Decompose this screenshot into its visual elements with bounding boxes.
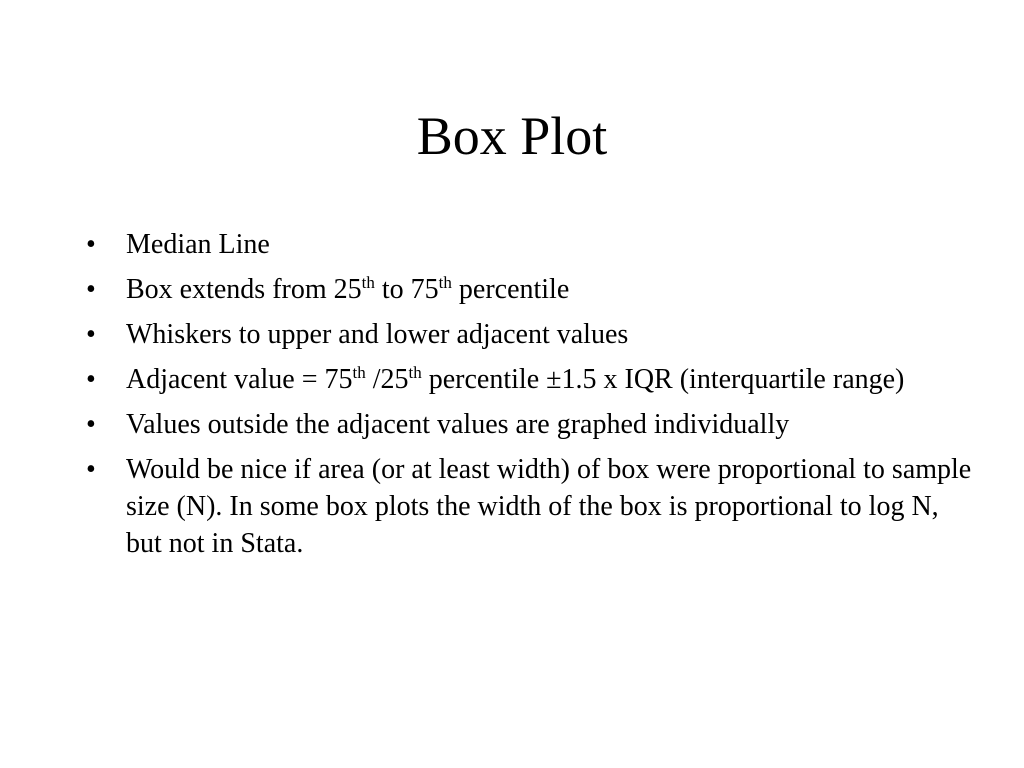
slide-title: Box Plot: [416, 106, 608, 166]
superscript: th: [408, 362, 422, 382]
bullet-item: [86, 406, 976, 443]
bullet-text-part: Adjacent value = 75: [126, 364, 353, 395]
bullet-marker: •: [86, 454, 96, 485]
bullet-marker: •: [86, 229, 96, 260]
superscript: th: [352, 362, 366, 382]
bullet-marker: •: [86, 364, 96, 395]
bullet-text: Would be nice if area (or at least width) of box were proportional to sample size (N). In some box plots the width of the box is proportional to log N, but not in Stata.: [126, 454, 972, 559]
bullet-text: Values outside the adjacent values are graphed individually: [126, 409, 790, 440]
bullet-text: Whiskers to upper and lower adjacent values: [126, 319, 629, 350]
bullet-list: [86, 226, 976, 570]
superscript: th: [361, 272, 375, 292]
bullet-marker: •: [86, 274, 96, 305]
bullet-text-part: percentile ±1.5 x IQR (interquartile range): [421, 364, 905, 395]
bullet-item: [86, 361, 976, 398]
bullet-item: [86, 451, 976, 562]
bullet-text-part: to 75: [374, 274, 439, 305]
bullet-item: [86, 226, 976, 263]
superscript: th: [438, 272, 452, 292]
bullet-marker: •: [86, 409, 96, 440]
bullet-text: Median Line: [126, 229, 270, 260]
bullet-marker: •: [86, 319, 96, 350]
bullet-text-part: Box extends from 25: [126, 274, 362, 305]
bullet-text-part: /25: [365, 364, 409, 395]
bullet-item: [86, 316, 976, 353]
bullet-item: [86, 271, 976, 308]
bullet-text-part: percentile: [451, 274, 570, 305]
